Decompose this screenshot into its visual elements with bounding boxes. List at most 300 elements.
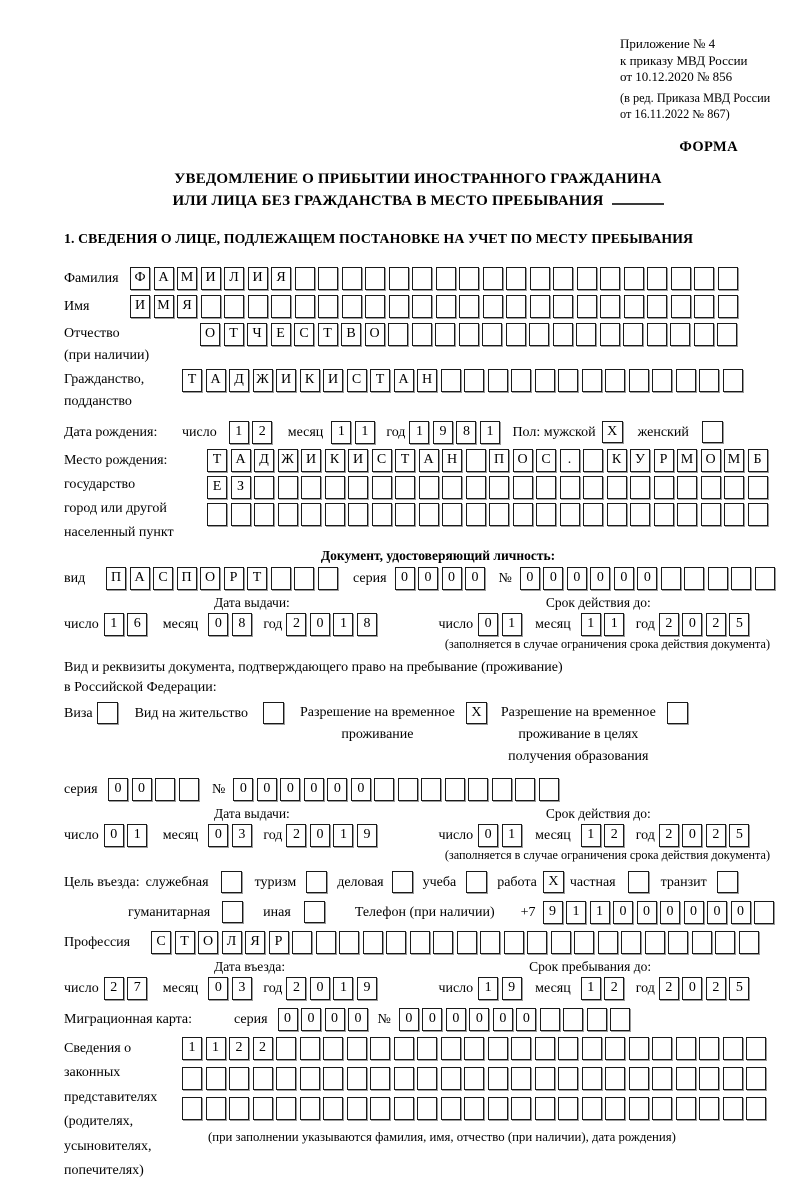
char-cell[interactable] — [365, 295, 385, 318]
char-cell[interactable]: Т — [395, 449, 415, 472]
char-cell[interactable] — [370, 1097, 390, 1120]
char-cell[interactable]: 1 — [206, 1037, 226, 1060]
char-cell[interactable] — [436, 295, 456, 318]
char-cell[interactable]: К — [607, 449, 627, 472]
char-cell[interactable]: 0 — [682, 977, 702, 1000]
char-cell[interactable] — [389, 295, 409, 318]
char-cell[interactable] — [535, 1037, 555, 1060]
char-cell[interactable]: Т — [370, 369, 390, 392]
char-cell[interactable] — [363, 931, 383, 954]
char-cell[interactable]: О — [200, 567, 220, 590]
char-cell[interactable] — [294, 567, 314, 590]
char-cell[interactable] — [717, 323, 737, 346]
char-cell[interactable] — [694, 295, 714, 318]
char-cell[interactable] — [445, 778, 465, 801]
char-cell[interactable]: Т — [224, 323, 244, 346]
char-cell[interactable] — [318, 295, 338, 318]
char-cell[interactable] — [629, 1097, 649, 1120]
char-cell[interactable] — [723, 1037, 743, 1060]
char-cell[interactable] — [441, 1067, 461, 1090]
char-cell[interactable]: 0 — [304, 778, 324, 801]
char-cell[interactable] — [394, 1097, 414, 1120]
char-cell[interactable] — [506, 295, 526, 318]
char-cell[interactable] — [563, 1008, 583, 1031]
char-cell[interactable] — [661, 567, 681, 590]
char-cell[interactable] — [582, 1067, 602, 1090]
char-cell[interactable]: 1 — [480, 421, 500, 444]
char-cell[interactable] — [511, 1097, 531, 1120]
char-cell[interactable] — [300, 1097, 320, 1120]
char-cell[interactable] — [539, 778, 559, 801]
char-cell[interactable]: 1 — [581, 824, 601, 847]
char-cell[interactable] — [441, 369, 461, 392]
char-cell[interactable] — [600, 295, 620, 318]
char-cell[interactable]: С — [536, 449, 556, 472]
char-cell[interactable] — [551, 931, 571, 954]
char-cell[interactable] — [464, 1097, 484, 1120]
char-cell[interactable]: 0 — [707, 901, 727, 924]
char-cell[interactable] — [466, 449, 486, 472]
char-cell[interactable] — [506, 267, 526, 290]
char-cell[interactable] — [746, 1037, 766, 1060]
char-cell[interactable]: 1 — [581, 613, 601, 636]
char-cell[interactable] — [206, 1067, 226, 1090]
char-cell[interactable]: 1 — [229, 421, 249, 444]
char-cell[interactable] — [412, 267, 432, 290]
char-cell[interactable]: 5 — [729, 613, 749, 636]
purpose-business-checkbox[interactable] — [392, 871, 413, 893]
char-cell[interactable] — [483, 267, 503, 290]
char-cell[interactable]: 1 — [502, 613, 522, 636]
char-cell[interactable]: 0 — [613, 901, 633, 924]
char-cell[interactable] — [300, 1067, 320, 1090]
char-cell[interactable]: А — [231, 449, 251, 472]
char-cell[interactable]: 2 — [706, 613, 726, 636]
char-cell[interactable] — [670, 323, 690, 346]
char-cell[interactable] — [577, 267, 597, 290]
char-cell[interactable] — [301, 503, 321, 526]
char-cell[interactable]: 1 — [502, 824, 522, 847]
char-cell[interactable]: И — [276, 369, 296, 392]
char-cell[interactable] — [492, 778, 512, 801]
char-cell[interactable] — [515, 778, 535, 801]
char-cell[interactable] — [755, 567, 775, 590]
char-cell[interactable] — [398, 778, 418, 801]
char-cell[interactable] — [206, 1097, 226, 1120]
char-cell[interactable] — [182, 1067, 202, 1090]
char-cell[interactable]: И — [201, 267, 221, 290]
char-cell[interactable] — [582, 1097, 602, 1120]
purpose-official-checkbox[interactable] — [221, 871, 242, 893]
char-cell[interactable] — [652, 1097, 672, 1120]
char-cell[interactable] — [388, 323, 408, 346]
char-cell[interactable]: 0 — [590, 567, 610, 590]
char-cell[interactable]: О — [200, 323, 220, 346]
char-cell[interactable]: П — [489, 449, 509, 472]
char-cell[interactable] — [412, 323, 432, 346]
char-cell[interactable]: 0 — [493, 1008, 513, 1031]
char-cell[interactable] — [553, 323, 573, 346]
char-cell[interactable] — [464, 1037, 484, 1060]
char-cell[interactable] — [558, 369, 578, 392]
char-cell[interactable]: И — [130, 295, 150, 318]
char-cell[interactable] — [718, 267, 738, 290]
char-cell[interactable]: Р — [224, 567, 244, 590]
char-cell[interactable] — [488, 369, 508, 392]
char-cell[interactable] — [253, 1097, 273, 1120]
char-cell[interactable] — [676, 1097, 696, 1120]
char-cell[interactable] — [699, 1037, 719, 1060]
char-cell[interactable]: Т — [247, 567, 267, 590]
char-cell[interactable] — [395, 503, 415, 526]
char-cell[interactable] — [654, 476, 674, 499]
char-cell[interactable] — [535, 1097, 555, 1120]
char-cell[interactable]: 0 — [351, 778, 371, 801]
char-cell[interactable]: 0 — [257, 778, 277, 801]
char-cell[interactable]: 0 — [660, 901, 680, 924]
char-cell[interactable]: 0 — [567, 567, 587, 590]
purpose-tourism-checkbox[interactable] — [306, 871, 327, 893]
char-cell[interactable]: С — [153, 567, 173, 590]
char-cell[interactable] — [630, 503, 650, 526]
char-cell[interactable] — [348, 503, 368, 526]
char-cell[interactable] — [417, 1037, 437, 1060]
char-cell[interactable] — [155, 778, 175, 801]
char-cell[interactable] — [323, 1037, 343, 1060]
temp-residence-checkbox[interactable]: X — [466, 702, 487, 724]
char-cell[interactable]: М — [177, 267, 197, 290]
char-cell[interactable]: . — [560, 449, 580, 472]
char-cell[interactable] — [748, 503, 768, 526]
char-cell[interactable] — [276, 1097, 296, 1120]
char-cell[interactable]: М — [154, 295, 174, 318]
char-cell[interactable]: 9 — [502, 977, 522, 1000]
char-cell[interactable]: О — [701, 449, 721, 472]
char-cell[interactable] — [182, 1097, 202, 1120]
char-cell[interactable] — [677, 476, 697, 499]
char-cell[interactable] — [347, 1037, 367, 1060]
char-cell[interactable]: 9 — [357, 977, 377, 1000]
char-cell[interactable]: А — [154, 267, 174, 290]
char-cell[interactable] — [410, 931, 430, 954]
char-cell[interactable] — [441, 1097, 461, 1120]
char-cell[interactable]: 0 — [327, 778, 347, 801]
char-cell[interactable] — [248, 295, 268, 318]
char-cell[interactable] — [676, 369, 696, 392]
char-cell[interactable] — [254, 476, 274, 499]
char-cell[interactable] — [587, 1008, 607, 1031]
char-cell[interactable]: 0 — [614, 567, 634, 590]
char-cell[interactable]: А — [130, 567, 150, 590]
char-cell[interactable]: 0 — [684, 901, 704, 924]
char-cell[interactable] — [647, 295, 667, 318]
char-cell[interactable]: 9 — [433, 421, 453, 444]
char-cell[interactable] — [372, 476, 392, 499]
char-cell[interactable] — [292, 931, 312, 954]
char-cell[interactable]: 2 — [659, 977, 679, 1000]
char-cell[interactable] — [386, 931, 406, 954]
char-cell[interactable] — [748, 476, 768, 499]
char-cell[interactable]: Л — [224, 267, 244, 290]
char-cell[interactable]: И — [323, 369, 343, 392]
char-cell[interactable] — [229, 1097, 249, 1120]
char-cell[interactable]: 5 — [729, 977, 749, 1000]
char-cell[interactable]: 0 — [731, 901, 751, 924]
char-cell[interactable]: 0 — [469, 1008, 489, 1031]
char-cell[interactable]: С — [294, 323, 314, 346]
char-cell[interactable]: С — [372, 449, 392, 472]
char-cell[interactable] — [464, 369, 484, 392]
char-cell[interactable]: 1 — [333, 977, 353, 1000]
char-cell[interactable] — [435, 323, 455, 346]
char-cell[interactable]: 1 — [127, 824, 147, 847]
char-cell[interactable] — [577, 295, 597, 318]
char-cell[interactable]: Е — [271, 323, 291, 346]
char-cell[interactable] — [441, 1037, 461, 1060]
char-cell[interactable] — [372, 503, 392, 526]
char-cell[interactable]: В — [341, 323, 361, 346]
char-cell[interactable] — [511, 1037, 531, 1060]
char-cell[interactable] — [694, 323, 714, 346]
char-cell[interactable] — [466, 476, 486, 499]
char-cell[interactable]: 0 — [348, 1008, 368, 1031]
char-cell[interactable] — [718, 295, 738, 318]
char-cell[interactable] — [488, 1037, 508, 1060]
char-cell[interactable] — [652, 1037, 672, 1060]
char-cell[interactable]: 9 — [357, 824, 377, 847]
char-cell[interactable]: 0 — [682, 613, 702, 636]
char-cell[interactable]: 2 — [604, 977, 624, 1000]
char-cell[interactable] — [316, 931, 336, 954]
char-cell[interactable] — [723, 369, 743, 392]
char-cell[interactable] — [459, 323, 479, 346]
char-cell[interactable] — [412, 295, 432, 318]
char-cell[interactable] — [278, 476, 298, 499]
char-cell[interactable] — [535, 369, 555, 392]
char-cell[interactable]: 1 — [590, 901, 610, 924]
char-cell[interactable]: 0 — [132, 778, 152, 801]
char-cell[interactable] — [624, 295, 644, 318]
char-cell[interactable]: И — [348, 449, 368, 472]
char-cell[interactable] — [325, 503, 345, 526]
char-cell[interactable]: 0 — [478, 824, 498, 847]
char-cell[interactable]: 1 — [331, 421, 351, 444]
char-cell[interactable] — [701, 476, 721, 499]
char-cell[interactable]: У — [630, 449, 650, 472]
char-cell[interactable] — [645, 931, 665, 954]
char-cell[interactable]: 2 — [659, 613, 679, 636]
char-cell[interactable]: 0 — [478, 613, 498, 636]
char-cell[interactable]: 0 — [395, 567, 415, 590]
visa-checkbox[interactable] — [97, 702, 118, 724]
residence-permit-checkbox[interactable] — [263, 702, 284, 724]
char-cell[interactable] — [348, 476, 368, 499]
char-cell[interactable]: 0 — [301, 1008, 321, 1031]
char-cell[interactable]: 0 — [465, 567, 485, 590]
char-cell[interactable] — [374, 778, 394, 801]
temp-residence-edu-checkbox[interactable] — [667, 702, 688, 724]
char-cell[interactable] — [652, 1067, 672, 1090]
char-cell[interactable]: 0 — [310, 613, 330, 636]
char-cell[interactable] — [724, 503, 744, 526]
char-cell[interactable] — [605, 369, 625, 392]
char-cell[interactable] — [254, 503, 274, 526]
char-cell[interactable]: Р — [654, 449, 674, 472]
char-cell[interactable] — [558, 1067, 578, 1090]
char-cell[interactable] — [605, 1097, 625, 1120]
char-cell[interactable] — [560, 503, 580, 526]
char-cell[interactable]: Д — [229, 369, 249, 392]
char-cell[interactable] — [417, 1067, 437, 1090]
char-cell[interactable] — [179, 778, 199, 801]
char-cell[interactable] — [746, 1067, 766, 1090]
char-cell[interactable] — [323, 1067, 343, 1090]
purpose-transit-checkbox[interactable] — [717, 871, 738, 893]
char-cell[interactable] — [676, 1067, 696, 1090]
char-cell[interactable] — [582, 1037, 602, 1060]
char-cell[interactable]: 8 — [232, 613, 252, 636]
char-cell[interactable] — [583, 476, 603, 499]
char-cell[interactable] — [389, 267, 409, 290]
char-cell[interactable] — [480, 931, 500, 954]
char-cell[interactable]: С — [347, 369, 367, 392]
char-cell[interactable] — [347, 1067, 367, 1090]
char-cell[interactable] — [489, 503, 509, 526]
char-cell[interactable] — [671, 267, 691, 290]
char-cell[interactable]: 1 — [478, 977, 498, 1000]
char-cell[interactable]: 1 — [333, 824, 353, 847]
char-cell[interactable]: 7 — [127, 977, 147, 1000]
char-cell[interactable] — [623, 323, 643, 346]
char-cell[interactable] — [370, 1067, 390, 1090]
char-cell[interactable] — [318, 267, 338, 290]
char-cell[interactable]: 2 — [286, 613, 306, 636]
char-cell[interactable] — [647, 267, 667, 290]
char-cell[interactable]: 0 — [280, 778, 300, 801]
char-cell[interactable]: 1 — [604, 613, 624, 636]
char-cell[interactable]: Ж — [278, 449, 298, 472]
char-cell[interactable] — [598, 931, 618, 954]
char-cell[interactable]: 0 — [310, 977, 330, 1000]
char-cell[interactable] — [605, 1067, 625, 1090]
purpose-private-checkbox[interactable] — [628, 871, 649, 893]
purpose-study-checkbox[interactable] — [466, 871, 487, 893]
char-cell[interactable] — [323, 1097, 343, 1120]
char-cell[interactable] — [488, 1067, 508, 1090]
char-cell[interactable] — [558, 1037, 578, 1060]
char-cell[interactable] — [466, 503, 486, 526]
char-cell[interactable] — [629, 1067, 649, 1090]
char-cell[interactable] — [624, 267, 644, 290]
char-cell[interactable]: Д — [254, 449, 274, 472]
char-cell[interactable]: С — [151, 931, 171, 954]
char-cell[interactable]: 0 — [233, 778, 253, 801]
char-cell[interactable]: 0 — [520, 567, 540, 590]
char-cell[interactable]: Л — [222, 931, 242, 954]
char-cell[interactable]: Ф — [130, 267, 150, 290]
char-cell[interactable]: Н — [417, 369, 437, 392]
char-cell[interactable] — [715, 931, 735, 954]
char-cell[interactable] — [506, 323, 526, 346]
char-cell[interactable] — [647, 323, 667, 346]
char-cell[interactable]: 0 — [399, 1008, 419, 1031]
char-cell[interactable] — [536, 503, 556, 526]
char-cell[interactable] — [684, 567, 704, 590]
char-cell[interactable]: 0 — [637, 901, 657, 924]
char-cell[interactable]: 0 — [104, 824, 124, 847]
char-cell[interactable]: И — [248, 267, 268, 290]
char-cell[interactable] — [295, 267, 315, 290]
char-cell[interactable] — [419, 503, 439, 526]
char-cell[interactable] — [295, 295, 315, 318]
char-cell[interactable]: А — [394, 369, 414, 392]
sex-male-checkbox[interactable]: X — [602, 421, 623, 443]
char-cell[interactable] — [701, 503, 721, 526]
char-cell[interactable] — [694, 267, 714, 290]
char-cell[interactable]: М — [724, 449, 744, 472]
char-cell[interactable]: О — [365, 323, 385, 346]
char-cell[interactable] — [553, 295, 573, 318]
char-cell[interactable]: Т — [182, 369, 202, 392]
char-cell[interactable]: 0 — [108, 778, 128, 801]
char-cell[interactable] — [600, 267, 620, 290]
char-cell[interactable] — [754, 901, 774, 924]
char-cell[interactable] — [629, 1037, 649, 1060]
char-cell[interactable] — [621, 931, 641, 954]
char-cell[interactable]: Ч — [247, 323, 267, 346]
char-cell[interactable] — [318, 567, 338, 590]
char-cell[interactable] — [395, 476, 415, 499]
char-cell[interactable]: 2 — [286, 824, 306, 847]
purpose-humanitarian-checkbox[interactable] — [222, 901, 243, 923]
char-cell[interactable] — [433, 931, 453, 954]
char-cell[interactable] — [370, 1037, 390, 1060]
char-cell[interactable] — [488, 1097, 508, 1120]
char-cell[interactable] — [436, 267, 456, 290]
char-cell[interactable]: 2 — [659, 824, 679, 847]
char-cell[interactable] — [442, 503, 462, 526]
char-cell[interactable]: 0 — [208, 613, 228, 636]
char-cell[interactable] — [339, 931, 359, 954]
char-cell[interactable] — [417, 1097, 437, 1120]
char-cell[interactable] — [553, 267, 573, 290]
char-cell[interactable] — [278, 503, 298, 526]
char-cell[interactable] — [513, 476, 533, 499]
purpose-other-checkbox[interactable] — [304, 901, 325, 923]
char-cell[interactable]: 2 — [706, 824, 726, 847]
char-cell[interactable]: К — [325, 449, 345, 472]
char-cell[interactable]: Р — [269, 931, 289, 954]
char-cell[interactable] — [504, 931, 524, 954]
char-cell[interactable]: 0 — [543, 567, 563, 590]
char-cell[interactable] — [207, 503, 227, 526]
char-cell[interactable] — [558, 1097, 578, 1120]
char-cell[interactable] — [671, 295, 691, 318]
char-cell[interactable] — [582, 369, 602, 392]
char-cell[interactable] — [365, 267, 385, 290]
char-cell[interactable]: 2 — [229, 1037, 249, 1060]
char-cell[interactable]: Я — [271, 267, 291, 290]
char-cell[interactable] — [482, 323, 502, 346]
char-cell[interactable] — [699, 369, 719, 392]
char-cell[interactable] — [342, 295, 362, 318]
char-cell[interactable]: 2 — [104, 977, 124, 1000]
char-cell[interactable] — [300, 1037, 320, 1060]
sex-female-checkbox[interactable] — [702, 421, 723, 443]
char-cell[interactable] — [739, 931, 759, 954]
char-cell[interactable]: 0 — [418, 567, 438, 590]
char-cell[interactable] — [511, 1067, 531, 1090]
